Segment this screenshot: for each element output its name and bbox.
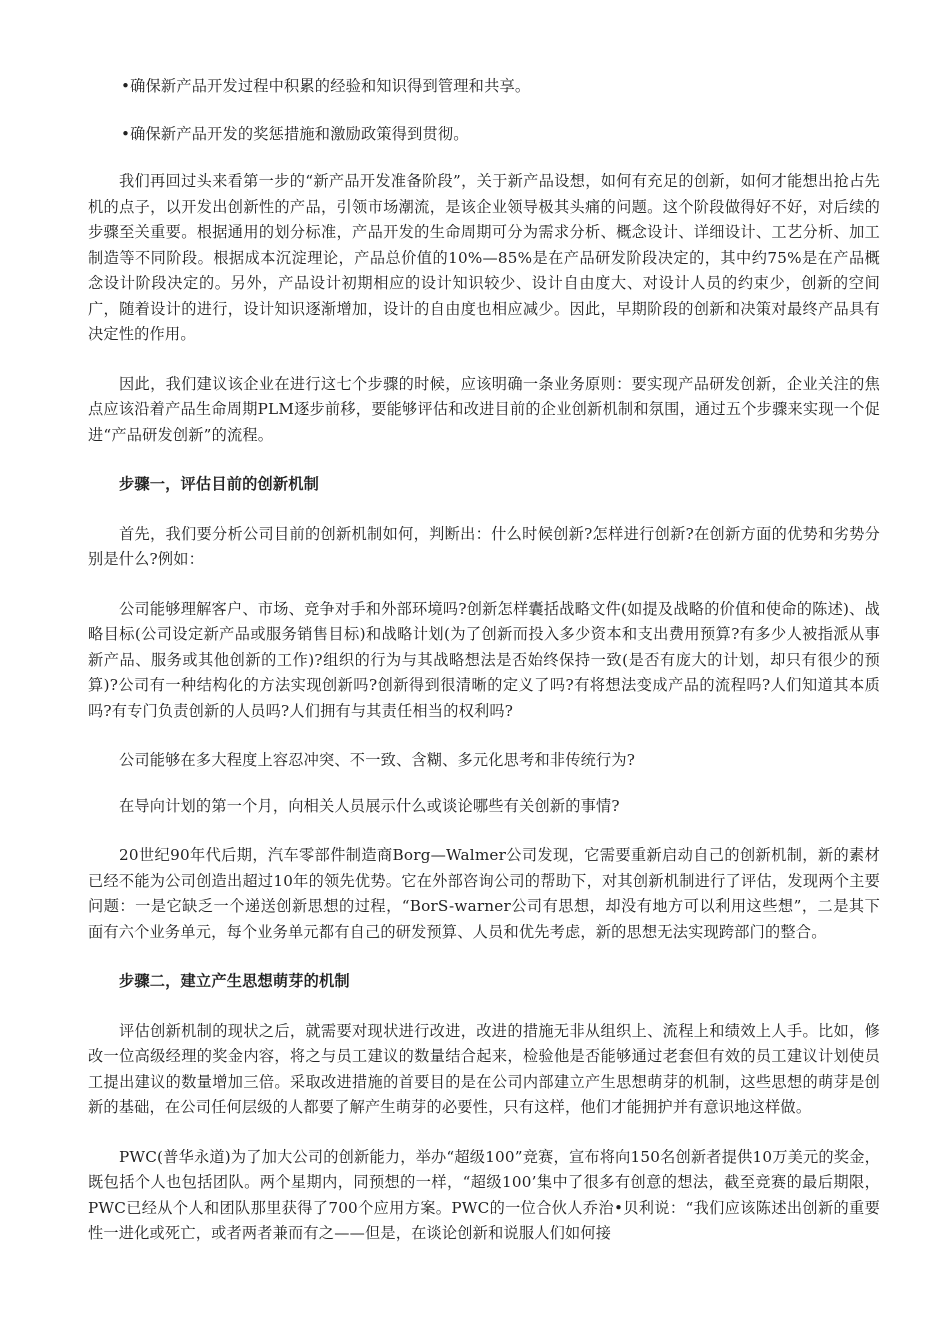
paragraph-improvement: 评估创新机制的现状之后，就需要对现状进行改进，改进的措施无非从组织上、流程上和绩效上人手。比如，修改一位高级经理的奖金内容，将之与员工建议的数量结合起来，检验他是否能够通过老套但有效的员工建议计划使员工提出建议的数量增加三倍。采取改进措施的首要目的是在公司内部建立产生思想萌芽的机制，这些思想的萌芽是创新的基础，在公司任何层级的人都要了解产生萌芽的必要性，只有这样，他们才能拥护并有意识地这样做。 [88, 1021, 880, 1116]
paragraph-tolerance: 公司能够在多大程度上容忍冲突、不一致、含糊、多元化思考和非传统行为? [119, 751, 636, 769]
bullet-incentive-policy: •确保新产品开发的奖惩措施和激励政策得到贯彻。 [121, 124, 469, 143]
heading-step-one: 步骤一，评估目前的创新机制 [119, 475, 320, 493]
paragraph-preparation-stage: 我们再回过头来看第一步的“新产品开发准备阶段”，关于新产品设想，如何有充足的创新，如何才能想出抢占先机的点子，以开发出创新性的产品，引领市场潮流，是该企业领导极其头痛的问题。这个阶段做得好不好，对后续的步骤至关重要。根据通用的划分标准，产品开发的生命周期可分为需求分析、概念设计、详细设计、工艺分析、加工制造等不同阶段。根据成本沉淀理论，产品总价值的10%—85%是在产品研发阶段决定的，其中约75%是在产品概念设计阶段决定的。另外，产品设计初期相应的设计知识较少、设计自由度大、对设计人员的约束少，创新的空间广，随着设计的进行，设计知识逐渐增加，设计的自由度也相应减少。因此，早期阶段的创新和决策对最终产品具有决定性的作用。 [88, 172, 880, 343]
heading-step-two: 步骤二，建立产生思想萌芽的机制 [119, 972, 350, 990]
paragraph-borg-example: 20世纪90年代后期，汽车零部件制造商Borg—Walmer公司发现，它需要重新启动自己的创新机制，新的素材已经不能为公司创造出超过10年的领先优势。它在外部咨询公司的帮助下，对其创新机制进行了评估，发现两个主要问题：一是它缺乏一个递送创新思想的过程，“BorS-warner公司有思想，却没有地方可以利用这些想”，二是其下面有六个业务单元，每个业务单元都有自己的研发预算、人员和优先考虑，新的思想无法实现跨部门的整合。 [88, 846, 880, 941]
document-page [88, 74, 880, 1271]
paragraph-first-month: 在导向计划的第一个月，向相关人员展示什么或谈论哪些有关创新的事情? [119, 796, 620, 815]
paragraph-pwc-example: PWC(普华永道)为了加大公司的创新能力，举办“超级100”竞赛，宣布将向150名创新者提供10万美元的奖金，既包括个人也包括团队。两个星期内，同预想的一样，“超级100’集中了很多有创意的想法，截至竞赛的最后期限，PWC已经从个人和团队那里获得了700个应用方案。PWC的一位合伙人乔治•贝利说：“我们应该陈述出创新的重要性一进化或死亡，或者两者兼而有之——但是，在谈论创新和说服人们如何接 [88, 1147, 880, 1242]
paragraph-company-questions: 公司能够理解客户、市场、竞争对手和外部环境吗?创新怎样囊括战略文件(如提及战略的价值和使命的陈述)、战略目标(公司设定新产品或服务销售目标)和战略计划(为了创新而投入多少资本和支出费用预算?有多少人被指派从事新产品、服务或其他创新的工作)?组织的行为与其战略想法是否始终保持一致(是否有庞大的计划，却只有很少的预算)?公司有一种结构化的方法实现创新吗?创新得到很清晰的定义了吗?有将想法变成产品的流程吗?人们知道其本质吗?有专门负责创新的人员吗?人们拥有与其责任相当的权利吗? [88, 599, 880, 720]
paragraph-business-principle: 因此，我们建议该企业在进行这七个步骤的时候，应该明确一条业务原则：要实现产品研发创新，企业关注的焦点应该沿着产品生命周期PLM逐步前移，要能够评估和改进目前的企业创新机制和氛围，通过五个步骤来实现一个促进“产品研发创新”的流程。 [88, 374, 880, 444]
paragraph-analyze-mechanism: 首先，我们要分析公司目前的创新机制如何，判断出：什么时候创新?怎样进行创新?在创新方面的优势和劣势分别是什么?例如： [88, 524, 880, 568]
bullet-knowledge-sharing: •确保新产品开发过程中积累的经验和知识得到管理和共享。 [121, 77, 531, 95]
